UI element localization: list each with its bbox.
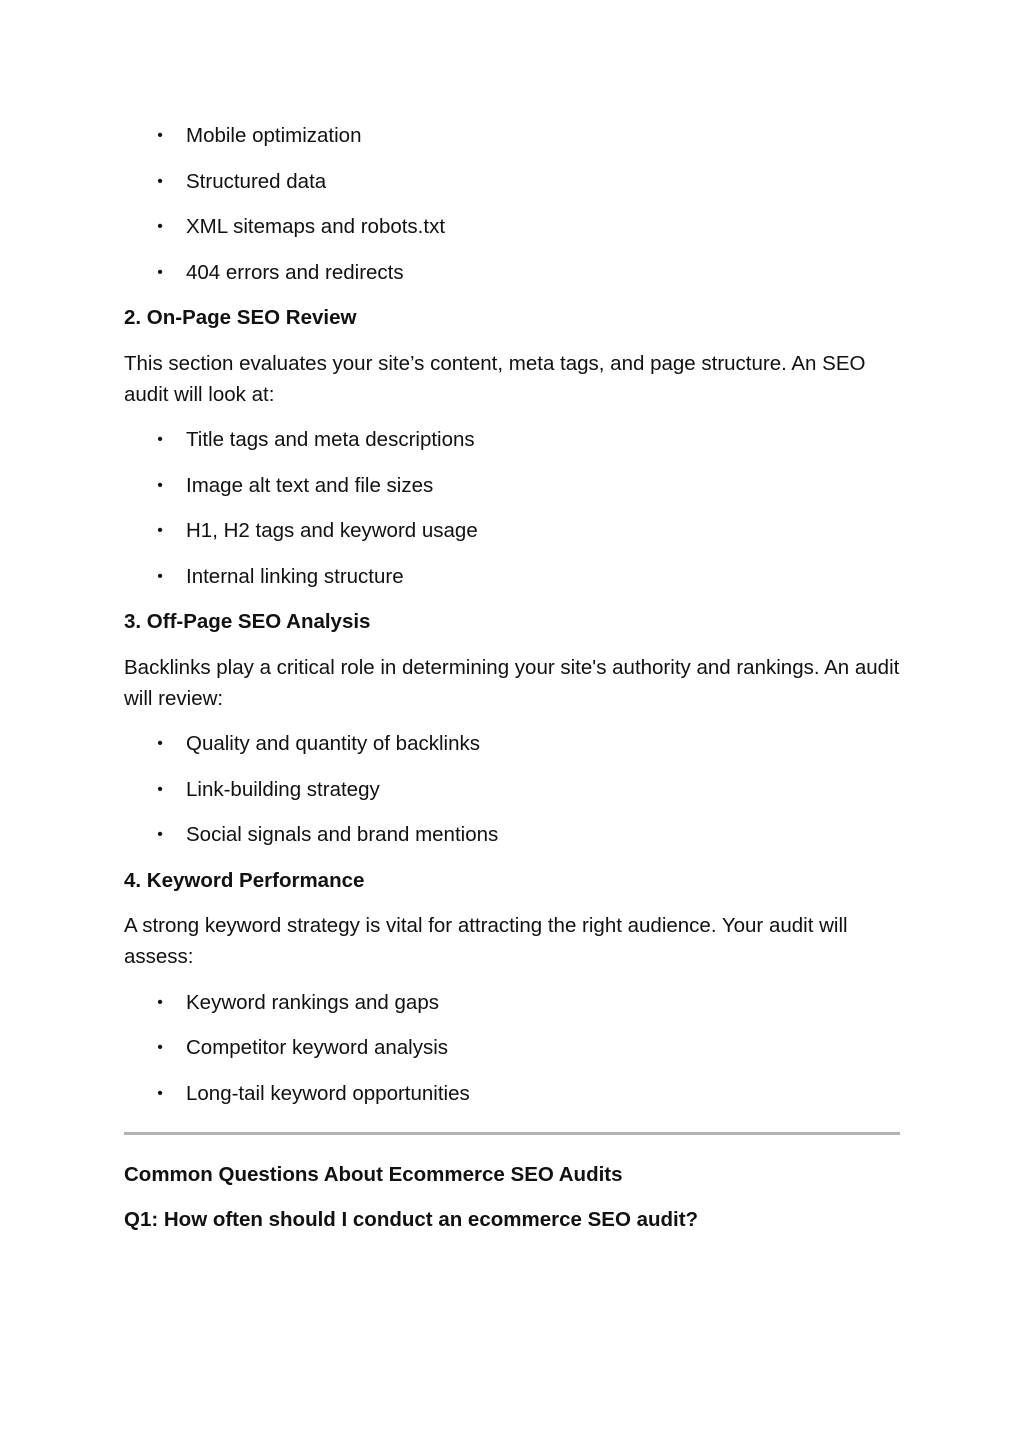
list-item	[124, 120, 900, 151]
bullet-icon: •	[157, 431, 163, 448]
list-item-text: Internal linking structure	[186, 564, 404, 588]
bullet-icon: •	[157, 218, 163, 235]
technical-checklist	[124, 120, 900, 288]
list-item-text: Quality and quantity of backlinks	[186, 732, 480, 755]
list-item	[124, 728, 900, 759]
list-item	[124, 819, 900, 850]
list-item-text: Social signals and brand mentions	[186, 823, 499, 846]
bullet-icon: •	[157, 1039, 163, 1056]
bullet-icon: •	[157, 476, 163, 494]
list-item	[124, 424, 900, 455]
list-item-text: Structured data	[186, 169, 327, 193]
bullet-icon: •	[157, 567, 163, 585]
list-item	[124, 561, 900, 592]
section-paragraph-on-page: This section evaluates your site’s content, meta tags, and page structure. An SEO audit will look at:	[124, 351, 866, 406]
faq-heading: Common Questions About Ecommerce SEO Audits	[124, 1162, 623, 1186]
keyword-checklist	[124, 987, 900, 1109]
bullet-icon: •	[157, 127, 163, 144]
list-item	[124, 987, 900, 1018]
section-paragraph-keyword: A strong keyword strategy is vital for attracting the right audience. Your audit will assess:	[124, 914, 848, 968]
bullet-icon: •	[157, 735, 163, 752]
list-item	[124, 774, 900, 805]
list-item	[124, 1032, 900, 1063]
list-item	[124, 1078, 900, 1109]
list-item-text: Title tags and meta descriptions	[186, 428, 475, 451]
bullet-icon: •	[157, 522, 163, 539]
list-item-text: Keyword rankings and gaps	[186, 990, 439, 1014]
list-item-text: Long-tail keyword opportunities	[186, 1081, 470, 1105]
on-page-checklist	[124, 424, 900, 592]
list-item-text: H1, H2 tags and keyword usage	[186, 519, 478, 542]
list-item	[124, 211, 900, 242]
bullet-icon: •	[157, 172, 163, 190]
bullet-icon: •	[157, 780, 163, 798]
section-heading-on-page: 2. On-Page SEO Review	[124, 306, 357, 329]
bullet-icon: •	[157, 263, 163, 281]
off-page-checklist	[124, 728, 900, 850]
section-paragraph-off-page: Backlinks play a critical role in determining your site's authority and rankings. An audit will review:	[124, 655, 900, 710]
list-item-text: Link-building strategy	[186, 777, 380, 801]
horizontal-divider	[124, 1132, 900, 1135]
list-item	[124, 257, 900, 288]
list-item-text: XML sitemaps and robots.txt	[186, 215, 446, 238]
list-item-text: Image alt text and file sizes	[186, 473, 434, 497]
list-item	[124, 470, 900, 501]
section-heading-off-page: 3. Off-Page SEO Analysis	[124, 610, 371, 633]
list-item-text: Mobile optimization	[186, 124, 362, 147]
list-item-text: Competitor keyword analysis	[186, 1036, 449, 1059]
bullet-icon: •	[157, 826, 163, 843]
list-item-text: 404 errors and redirects	[186, 260, 404, 284]
list-item	[124, 515, 900, 546]
list-item	[124, 166, 900, 197]
faq-question: Q1: How often should I conduct an ecommerce SEO audit?	[124, 1208, 699, 1231]
section-heading-keyword: 4. Keyword Performance	[124, 868, 365, 892]
document-content	[124, 120, 900, 1250]
bullet-icon: •	[157, 993, 163, 1011]
bullet-icon: •	[157, 1084, 163, 1102]
